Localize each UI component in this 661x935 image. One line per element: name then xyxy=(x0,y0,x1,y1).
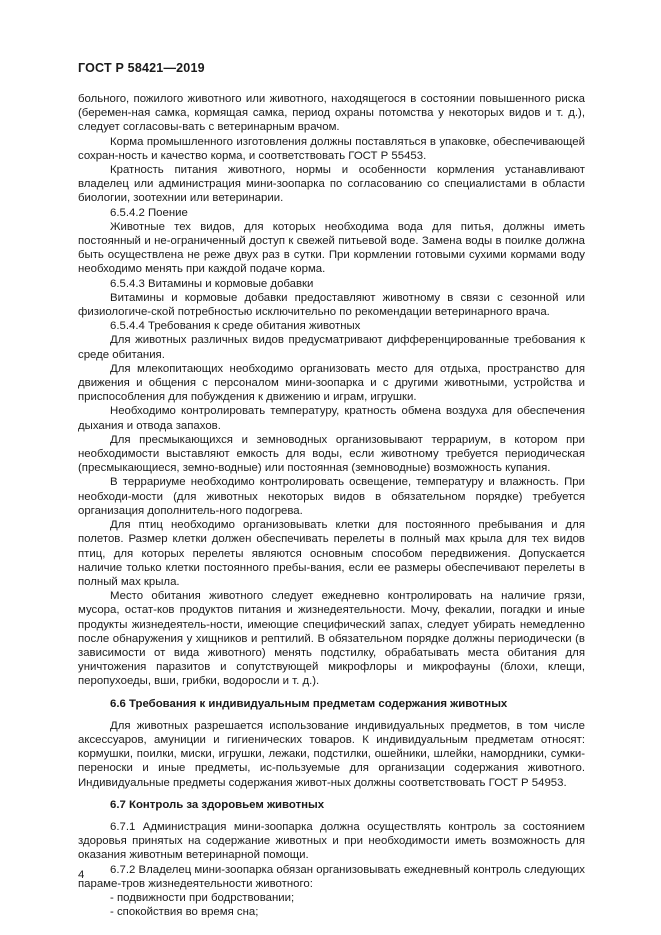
paragraph: Для птиц необходимо организовывать клетки для постоянного пребывания и для полетов. Размер клетки должен обеспечивать перелеты в полный мах крыла для тех видов птиц, для которых перелеты являются основным способом передвижения. Допускается наличие только клетки постоянного пребы-вания, если ее размеры обеспечивают перелеты в полный мах крыла. xyxy=(78,519,585,588)
list-item: - подвижности при бодрствовании; xyxy=(110,891,295,904)
paragraph: Для млекопитающих необходимо организовать место для отдыха, пространство для движения и общения с персоналом мини-зоопарка и с другими животными, устройства и приспособления для побуждения к движению и играм, игрушки. xyxy=(78,362,585,404)
subsection-heading: 6.5.4.2 Поение xyxy=(110,206,188,219)
paragraph: Животные тех видов, для которых необходима вода для питья, должны иметь постоянный и не-ограниченный доступ к свежей питьевой воде. Замена воды в поилке должна быть осуществлена не реже двух раз в сутки. При кормлении готовыми сухими кормами воду необходимо менять при каждой подаче корма. xyxy=(78,220,585,276)
paragraph: 6.7.2 Владелец мини-зоопарка обязан организовывать ежедневный контроль следующих параме-тров жизнедеятельности животного: xyxy=(78,863,585,890)
paragraph: Место обитания животного следует ежедневно контролировать на наличие грязи, мусора, остат-ков продуктов питания и жизнедеятельности. Мочу, фекалии, погадки и иные продукты жизнедеятель-ности, имеющие специфический запах, следует убирать немедленно после обнаружения у хищников и рептилий. В обязательном порядке должны периодически (в зависимости от вида животного) менять подстилку, обрабатывать места обитания для уничтожения паразитов и сопутствующей микрофлоры и микрофауны (блохи, клещи, перопухоеды, вши, грибки, водоросли и т. д.). xyxy=(78,590,585,688)
section-heading: 6.6 Требования к индивидуальным предметам содержания животных xyxy=(110,697,508,710)
paragraph: Для животных различных видов предусматривают дифференцированные требования к среде обитания. xyxy=(78,334,585,361)
subsection-heading: 6.5.4.3 Витамины и кормовые добавки xyxy=(110,277,314,290)
document-body xyxy=(78,92,585,919)
subsection-heading: 6.5.4.4 Требования к среде обитания животных xyxy=(110,320,361,333)
list-item: - спокойствия во время сна; xyxy=(110,906,259,919)
paragraph: Для пресмыкающихся и земноводных организовывают террариум, в котором при необходимости выставляют емкость для воды, если животному требуется периодическая (пресмыкающиеся, земно-водные) или постоянная (земноводные) возможность купания. xyxy=(78,433,585,475)
document-header: ГОСТ Р 58421—2019 xyxy=(78,61,205,75)
page-number: 4 xyxy=(78,869,85,881)
paragraph: 6.7.1 Администрация мини-зоопарка должна осуществлять контроль за состоянием здоровья принятых на содержание животных и при необходимости иметь возможность для оказания животным ветеринарной помощи. xyxy=(78,820,585,862)
paragraph: Кратность питания животного, нормы и особенности кормления устанавливают владелец или администрация мини-зоопарка по согласованию со специалистами в области биологии, зоотехнии или ветеринарии. xyxy=(78,164,585,205)
paragraph: Корма промышленного изготовления должны поставляться в упаковке, обеспечивающей сохран-ность и качество корма, и соответствовать ГОСТ Р 55453. xyxy=(78,135,585,162)
section-heading: 6.7 Контроль за здоровьем животных xyxy=(110,798,325,811)
paragraph: Необходимо контролировать температуру, кратность обмена воздуха для обеспечения дыхания и отвода запахов. xyxy=(78,405,585,432)
paragraph: больного, пожилого животного или животного, находящегося в состоянии повышенного риска (беремен-ная самка, кормящая самка, период охраны потомства у некоторых видов и т. д.), следует согласовы-вать с ветеринарным врачом. xyxy=(78,93,585,134)
paragraph: Для животных разрешается использование индивидуальных предметов, в том числе аксессуаров, амуниции и гигиенических товаров. К индивидуальным предметам относят: кормушки, поилки, миски, игрушки, лежаки, подстилки, ошейники, шлейки, намордники, сумки-переноски и иные предметы, ис-пользуемые для организации содержания животного. Индивидуальные предметы содержания живот-ных должны соответствовать ГОСТ Р 54953. xyxy=(78,719,585,789)
paragraph: Витамины и кормовые добавки предоставляют животному в связи с сезонной или физиологиче-ской потребностью исключительно по рекомендации ветеринарного врача. xyxy=(78,291,585,319)
paragraph: В террариуме необходимо контролировать освещение, температуру и влажность. При необходи-мости (для животных некоторых видов в обязательном порядке) требуется организация дополнитель-ного подогрева. xyxy=(78,476,585,517)
